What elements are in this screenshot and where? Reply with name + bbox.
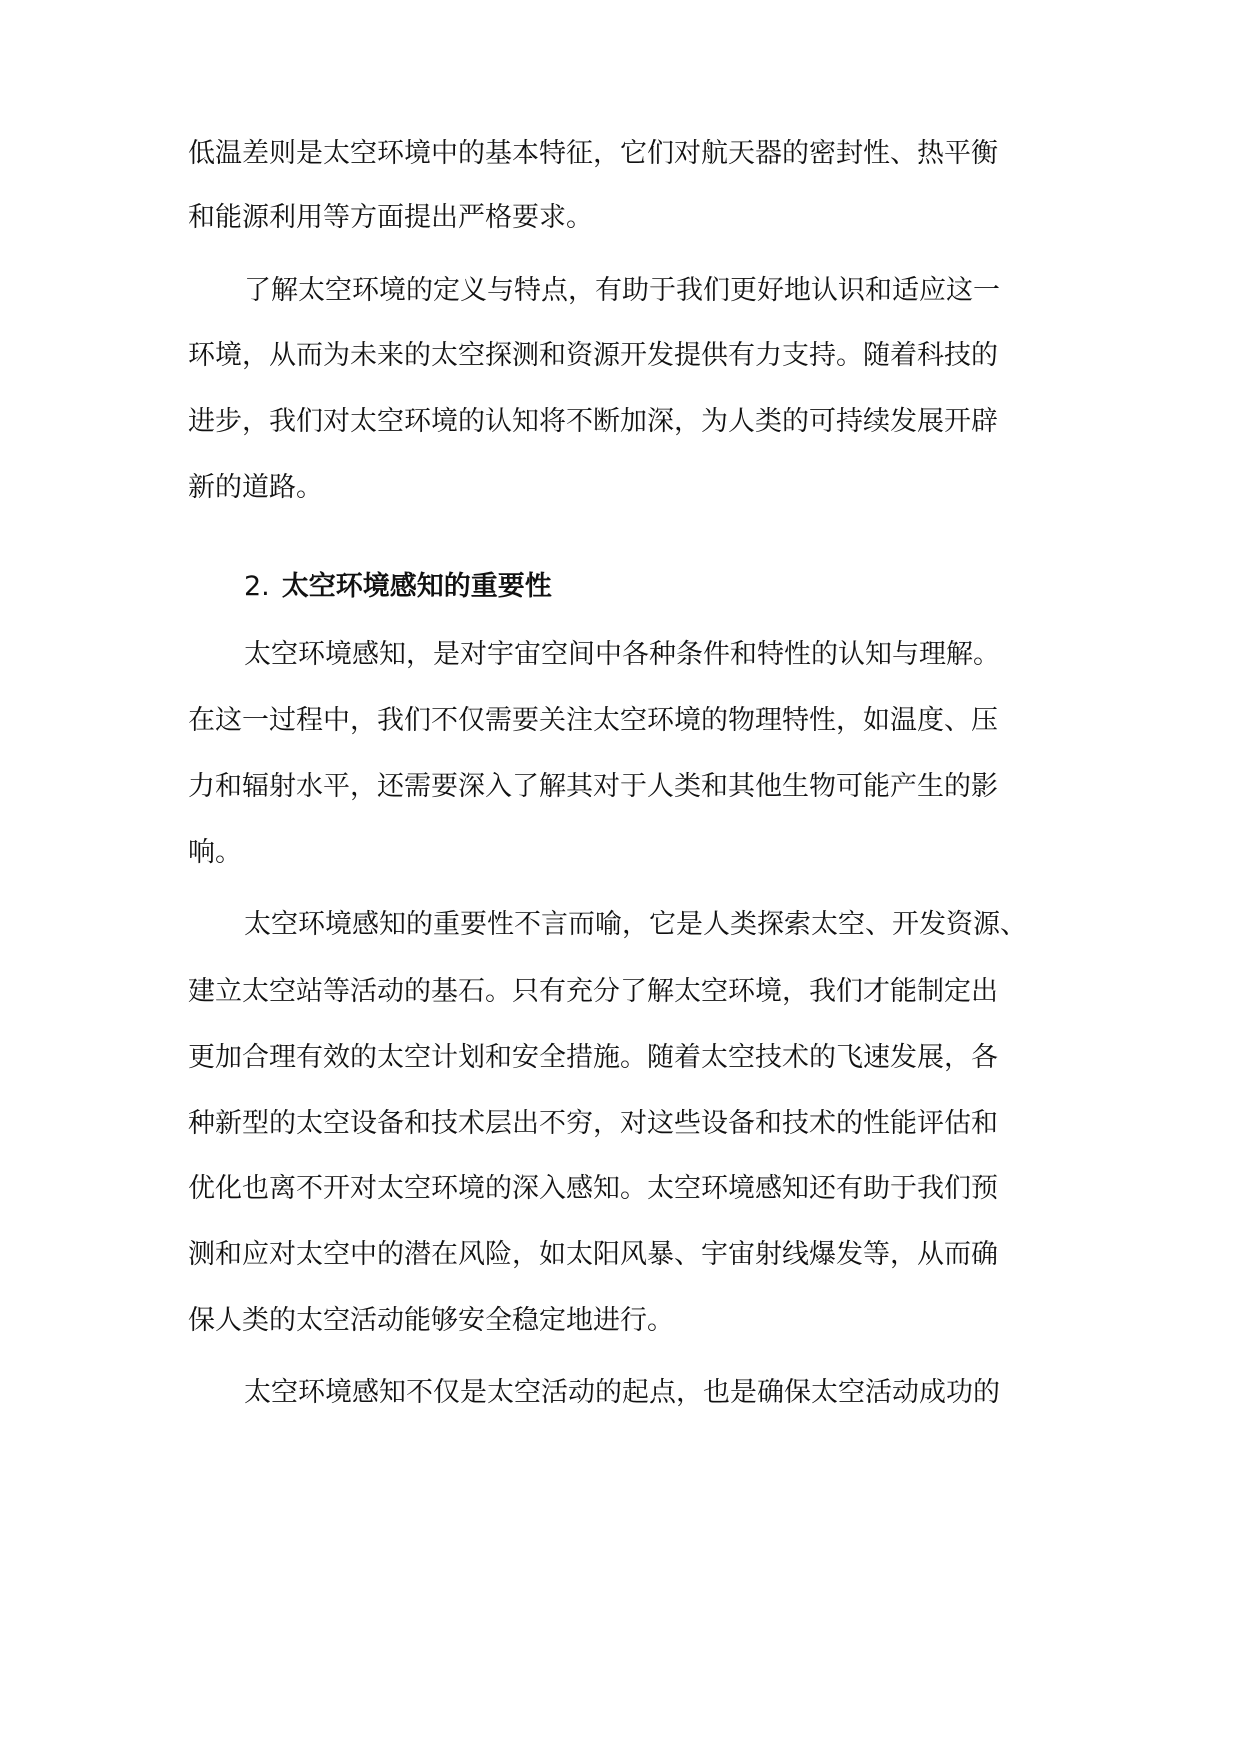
paragraph-line: 种新型的太空设备和技术层出不穷，对这些设备和技术的性能评估和 (188, 1108, 998, 1139)
paragraph-line: 保人类的太空活动能够安全稳定地进行。 (188, 1305, 674, 1336)
paragraph-line: 和能源利用等方面提出严格要求。 (188, 202, 593, 233)
paragraph-line: 测和应对太空中的潜在风险，如太阳风暴、宇宙射线爆发等，从而确 (188, 1239, 998, 1270)
paragraph-line: 太空环境感知的重要性不言而喻，它是人类探索太空、开发资源、 (244, 909, 1027, 940)
paragraph-line: 低温差则是太空环境中的基本特征，它们对航天器的密封性、热平衡 (188, 138, 998, 169)
section-title: 太空环境感知的重要性 (281, 571, 552, 602)
paragraph-line: 建立太空站等活动的基石。只有充分了解太空环境，我们才能制定出 (188, 976, 998, 1007)
paragraph-line: 进步，我们对太空环境的认知将不断加深，为人类的可持续发展开辟 (188, 406, 998, 437)
paragraph-line: 优化也离不开对太空环境的深入感知。太空环境感知还有助于我们预 (188, 1173, 998, 1204)
section-heading (244, 567, 552, 607)
paragraph-line: 在这一过程中，我们不仅需要关注太空环境的物理特性，如温度、压 (188, 705, 998, 736)
paragraph-line: 力和辐射水平，还需要深入了解其对于人类和其他生物可能产生的影 (188, 771, 998, 802)
paragraph-line: 响。 (188, 837, 242, 868)
paragraph-line: 新的道路。 (188, 472, 323, 503)
paragraph-line: 环境，从而为未来的太空探测和资源开发提供有力支持。随着科技的 (188, 340, 998, 371)
paragraph-line: 了解太空环境的定义与特点，有助于我们更好地认识和适应这一 (244, 275, 1000, 306)
paragraph-line: 太空环境感知，是对宇宙空间中各种条件和特性的认知与理解。 (244, 639, 1000, 670)
paragraph-line: 太空环境感知不仅是太空活动的起点，也是确保太空活动成功的 (244, 1377, 1000, 1408)
paragraph-line: 更加合理有效的太空计划和安全措施。随着太空技术的飞速发展，各 (188, 1042, 998, 1073)
section-number: 2. (244, 571, 270, 602)
